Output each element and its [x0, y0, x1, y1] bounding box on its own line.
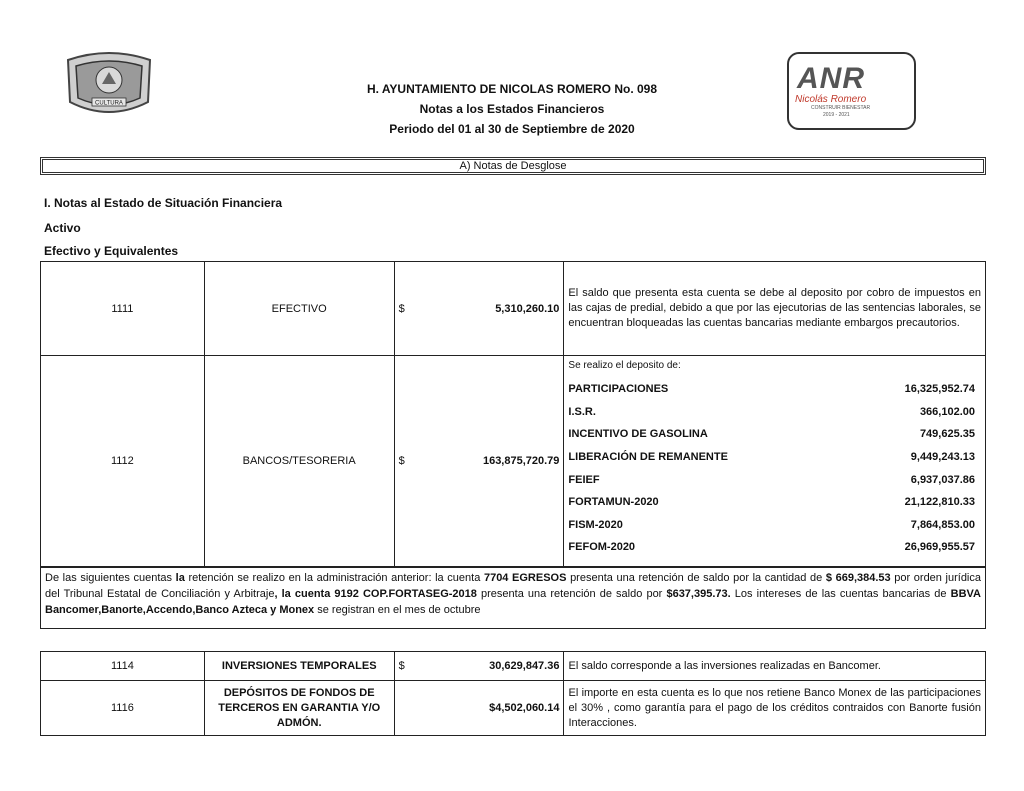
- account-name: INVERSIONES TEMPORALES: [204, 652, 394, 681]
- list-item: FEFOM-2020 26,969,955.57: [568, 541, 975, 554]
- logo-name: Nicolás Romero: [795, 94, 867, 105]
- list-item: FORTAMUN-2020 21,122,810.33: [568, 496, 975, 509]
- logo-sub: CONSTRUIR BIENESTAR: [811, 105, 871, 111]
- heading-estado-situacion: I. Notas al Estado de Situación Financiera: [44, 196, 283, 210]
- retention-note: De las siguientes cuentas la retención se realizo en la administración anterior: la cuenta 7704 EGRESOS presenta una retención de saldo por la cantidad de $ 669,384.53 por orden jurídica del Tribunal Estatal de Conciliación y Arbitraje, la cuenta 9192 COP.FORTASEG-2018 presenta una retención de saldo por $637,395.73. Los intereses de las cuentas bancarias de BBVA Bancomer,Banorte,Accendo,Banco Azteca y Monex se registran en el mes de octubre: [40, 567, 986, 629]
- seal-text: CULTURA: [95, 100, 123, 107]
- account-name: DEPÓSITOS DE FONDOS DE TERCEROS EN GARANTIA Y/O ADMÓN.: [204, 681, 394, 736]
- list-item: I.S.R. 366,102.00: [568, 405, 975, 418]
- account-name: BANCOS/TESORERIA: [204, 356, 394, 567]
- account-note: El saldo que presenta esta cuenta se debe al deposito por cobro de impuestos en las cajas de predial, debido a que por las ejecutorias de las sentencias laborales, se encuentran bloqueadas las cuentas bancarias mediante embargos precautorios.: [564, 262, 986, 356]
- account-amount: $4,502,060.14: [394, 681, 564, 736]
- account-amount: 5,310,260.10: [495, 302, 560, 315]
- list-item: LIBERACIÓN DE REMANENTE 9,449,243.13: [568, 451, 975, 464]
- table-row-1111: [41, 262, 986, 356]
- account-amount: 30,629,847.36: [489, 660, 560, 672]
- list-item: PARTICIPACIONES 16,325,952.74: [568, 383, 975, 396]
- account-amount-cell: [394, 652, 564, 681]
- currency-symbol: $: [398, 302, 405, 315]
- deposits-list: [568, 378, 981, 559]
- account-note: El saldo corresponde a las inversiones realizadas en Bancomer.: [564, 652, 986, 681]
- account-code: 1111: [41, 262, 205, 356]
- accounts-table-main: [40, 261, 986, 567]
- account-code: 1114: [41, 652, 205, 681]
- currency-symbol: $: [398, 455, 405, 467]
- table-row-1114: [41, 652, 986, 681]
- heading-activo: Activo: [44, 221, 81, 235]
- logo-years: 2019 - 2021: [823, 112, 850, 118]
- list-item: FEIEF 6,937,037.86: [568, 473, 975, 486]
- account-amount-cell: [394, 262, 564, 356]
- account-code: 1116: [41, 681, 205, 736]
- account-code: 1112: [41, 356, 205, 567]
- table-row-1116: [41, 681, 986, 736]
- header-line-2: Notas a los Estados Financieros: [419, 102, 605, 116]
- account-name: EFECTIVO: [204, 262, 394, 356]
- header-line-3: Periodo del 01 al 30 de Septiembre de 2020: [389, 122, 635, 136]
- currency-symbol: $: [398, 660, 405, 672]
- deposits-intro: Se realizo el deposito de:: [568, 360, 681, 371]
- account-amount: 163,875,720.79: [482, 455, 560, 467]
- accounts-table-secondary: [40, 651, 986, 736]
- list-item: INCENTIVO DE GASOLINA 749,625.35: [568, 428, 975, 441]
- section-bar: A) Notas de Desglose: [40, 157, 986, 175]
- account-note: El importe en esta cuenta es lo que nos retiene Banco Monex de las participaciones el 30% , como garantía para el pago de los créditos contraidos con Banorte fusión Interacciones.: [564, 681, 986, 736]
- table-row-1112: [41, 356, 986, 567]
- logo-brand: ANR: [797, 62, 865, 95]
- anr-logo: [787, 52, 916, 130]
- heading-efectivo-equivalentes: Efectivo y Equivalentes: [44, 244, 179, 258]
- list-item: FISM-2020 7,864,853.00: [568, 518, 975, 531]
- header-line-1: H. AYUNTAMIENTO DE NICOLAS ROMERO No. 098: [366, 82, 658, 96]
- deposits-cell: [564, 356, 986, 567]
- account-amount-cell: [394, 356, 564, 567]
